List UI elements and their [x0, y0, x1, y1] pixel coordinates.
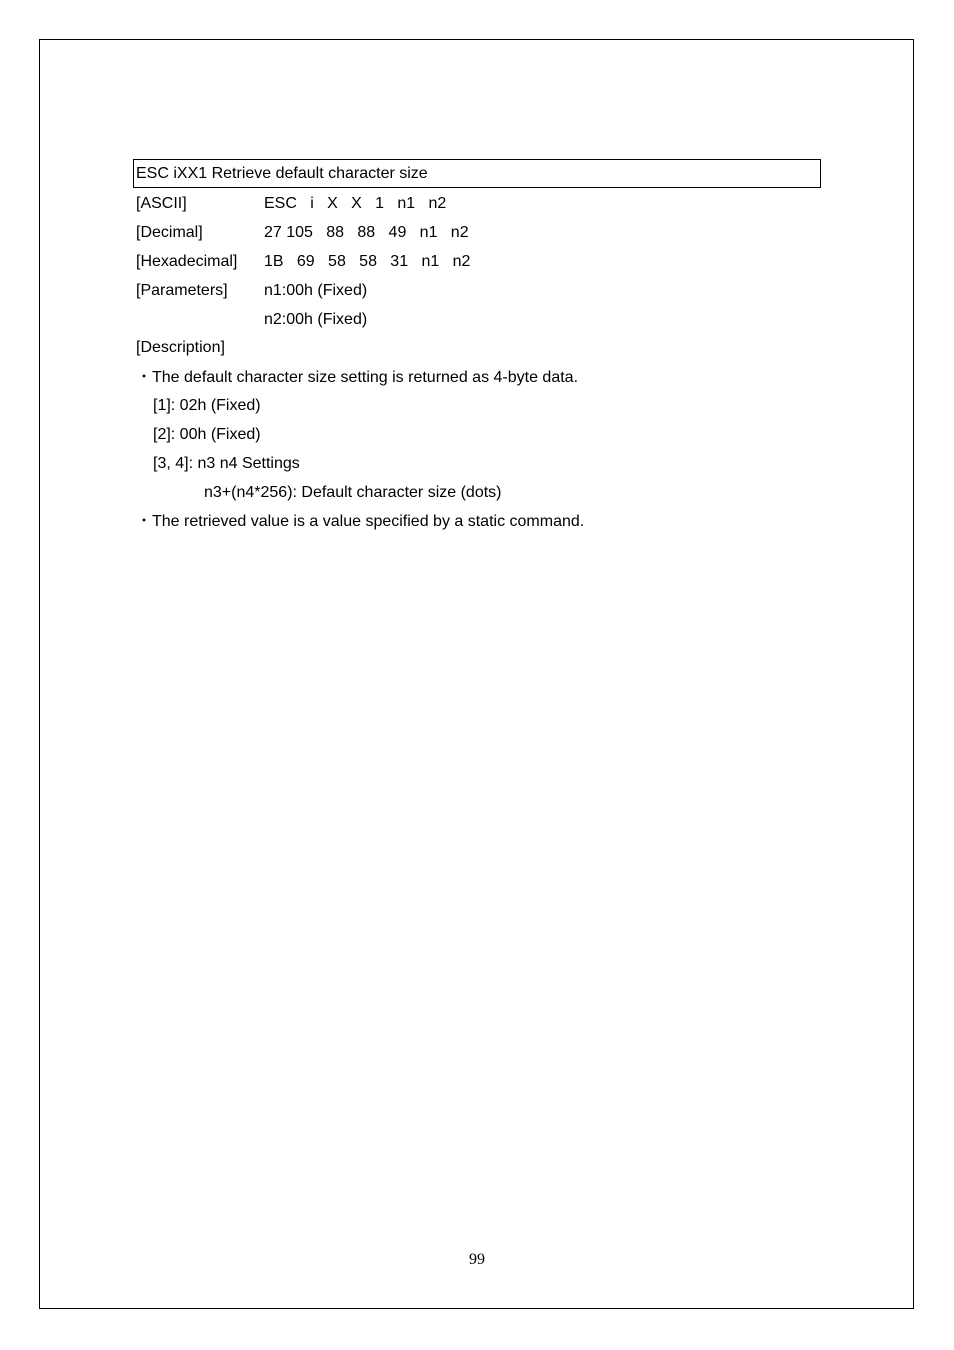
ascii-value: ESC i X X 1 n1 n2 [264, 195, 447, 212]
parameter-n1: n1:00h (Fixed) [264, 282, 368, 299]
decimal-label: [Decimal] [136, 224, 203, 241]
command-title: ESC iXX1 Retrieve default character size [133, 159, 821, 188]
hexadecimal-value: 1B 69 58 58 31 n1 n2 [264, 253, 471, 270]
description-item-2: [2]: 00h (Fixed) [153, 426, 261, 443]
description-bullet-2: ・The retrieved value is a value specified by a static command. [136, 513, 585, 530]
parameters-label: [Parameters] [136, 282, 228, 299]
description-item-3: [3, 4]: n3 n4 Settings [153, 455, 300, 472]
description-label: [Description] [136, 339, 225, 356]
description-item-3-detail: n3+(n4*256): Default character size (dots) [204, 484, 502, 501]
page-number: 99 [469, 1251, 485, 1268]
ascii-label: [ASCII] [136, 195, 187, 212]
parameter-n2: n2:00h (Fixed) [264, 311, 368, 328]
description-bullet-1: ・The default character size setting is returned as 4-byte data. [136, 369, 579, 386]
decimal-value: 27 105 88 88 49 n1 n2 [264, 224, 469, 241]
description-item-1: [1]: 02h (Fixed) [153, 397, 261, 414]
hexadecimal-label: [Hexadecimal] [136, 253, 238, 270]
